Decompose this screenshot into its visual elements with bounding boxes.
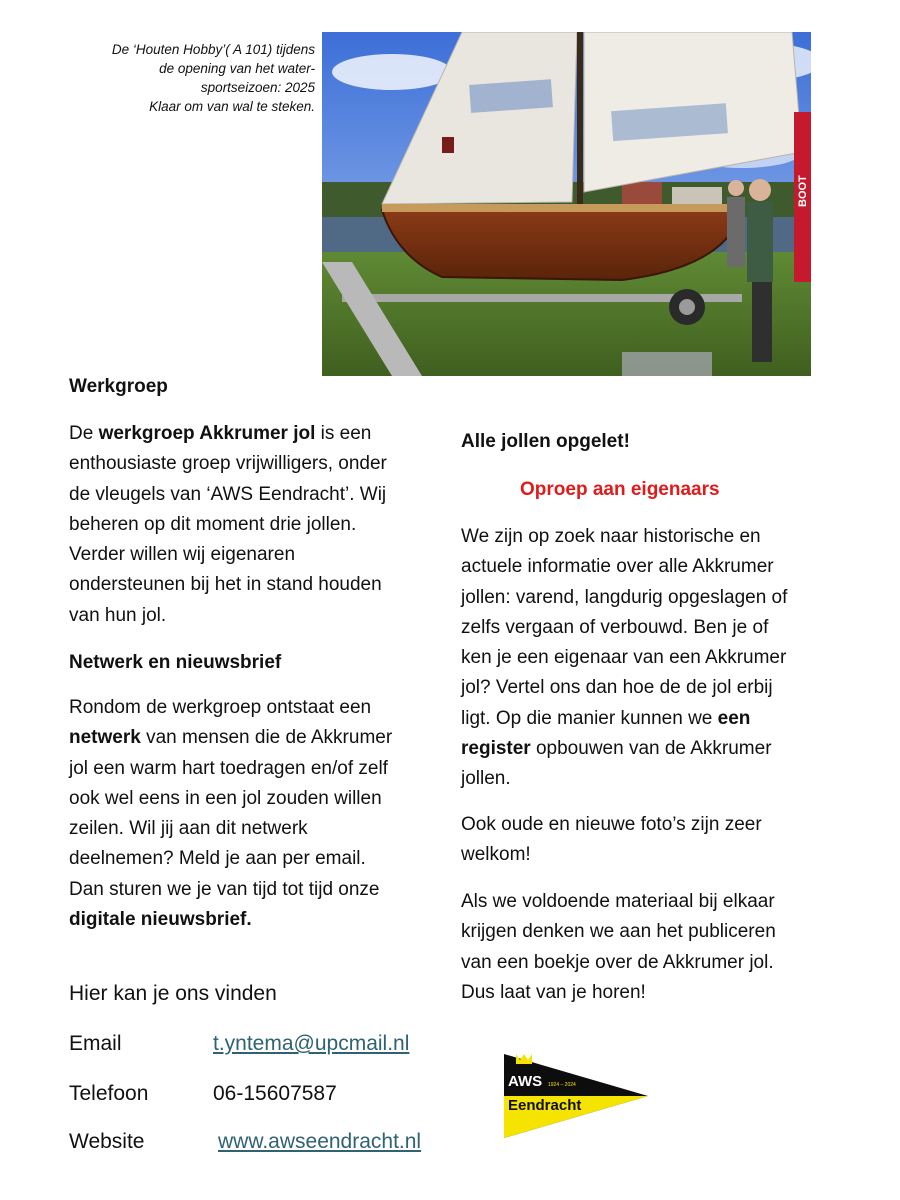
aws-eendracht-logo	[502, 1050, 650, 1140]
website-label: Website	[69, 1130, 145, 1153]
text-line: welkom!	[461, 844, 531, 866]
phone-value: 06-15607587	[213, 1082, 337, 1105]
text-line: deelnemen? Meld je aan per email.	[69, 848, 366, 870]
website-link[interactable]: www.awseendracht.nl	[218, 1130, 422, 1153]
logo-eendracht: Eendracht	[508, 1097, 582, 1114]
text-line: ook wel eens in een jol zouden willen	[69, 787, 382, 809]
text-line: jol? Vertel ons dan hoe de de jol erbij	[461, 677, 773, 699]
text-line: netwerk van mensen die de Akkrumer	[69, 727, 393, 749]
text-line: ligt. Op die manier kunnen we een	[461, 707, 751, 729]
photo-caption	[40, 40, 315, 116]
email-link[interactable]: t.yntema@upcmail.nl	[213, 1032, 410, 1055]
text-line: De werkgroep Akkrumer jol is een	[69, 423, 372, 444]
text-line: Verder willen wij eigenaren	[69, 544, 296, 566]
caption-line: De ‘Houten Hobby’( A 101) tijdens	[111, 42, 315, 57]
text-line: van een boekje over de Akkrumer jol.	[461, 951, 774, 973]
caption-line: de opening van het water-	[159, 61, 315, 76]
text-line: register opbouwen van de Akkrumer	[461, 738, 772, 760]
text-line: enthousiaste groep vrijwilligers, onder	[69, 453, 387, 475]
text-line: zeilen. Wil jij aan dit netwerk	[69, 818, 308, 840]
text-line: actuele informatie over alle Akkrumer	[461, 556, 774, 578]
text-line: digitale nieuwsbrief.	[69, 909, 252, 931]
text-line: Als we voldoende materiaal bij elkaar	[461, 891, 775, 912]
sailboat-photo	[322, 32, 811, 376]
logo-aws: AWS	[508, 1073, 543, 1090]
text-line: Dan sturen we je van tijd tot tijd onze	[69, 878, 380, 900]
heading-werkgroep: Werkgroep	[69, 376, 168, 397]
phone-label: Telefoon	[69, 1082, 149, 1105]
banner-text: BOOT	[797, 175, 809, 207]
text-line: ken je een eigenaar van een Akkrumer	[461, 647, 787, 669]
text-line: jol een warm hart toedragen en/of zelf	[69, 757, 388, 779]
werkgroep-paragraph	[69, 419, 441, 631]
text-line: Rondom de werkgroep ontstaat een	[69, 697, 372, 718]
text-line: van hun jol.	[69, 604, 167, 626]
materiaal-paragraph	[461, 887, 846, 1008]
netwerk-paragraph	[69, 693, 441, 935]
crown-icon	[516, 1054, 532, 1064]
callout-oproep: Oproep aan eigenaars	[520, 479, 720, 500]
text-line: ondersteunen bij het in stand houden	[69, 574, 382, 596]
email-label: Email	[69, 1032, 122, 1055]
logo-years: 1924 – 2024	[548, 1082, 576, 1088]
text-line: beheren op dit moment drie jollen.	[69, 513, 357, 535]
text-line: krijgen denken we aan het publiceren	[461, 921, 776, 943]
text-line: Ook oude en nieuwe foto’s zijn zeer	[461, 814, 762, 835]
text-line: jollen.	[461, 768, 511, 790]
heading-alle-jollen: Alle jollen opgelet!	[461, 431, 630, 452]
caption-line: Klaar om van wal te steken.	[149, 99, 315, 114]
text-line: Dus laat van je horen!	[461, 981, 646, 1003]
text-line: de vleugels van ‘AWS Eendracht’. Wij	[69, 483, 387, 505]
caption-line: sportseizoen: 2025	[200, 80, 315, 95]
oproep-paragraph	[461, 522, 846, 795]
contact-heading: Hier kan je ons vinden	[69, 982, 277, 1005]
text-line: jollen: varend, langdurig opgeslagen of	[461, 586, 788, 608]
text-line: zelfs vergaan of verbouwd. Ben je of	[461, 616, 769, 638]
text-line: We zijn op zoek naar historische en	[461, 526, 761, 547]
heading-netwerk: Netwerk en nieuwsbrief	[69, 652, 282, 673]
foto-paragraph	[461, 810, 846, 871]
